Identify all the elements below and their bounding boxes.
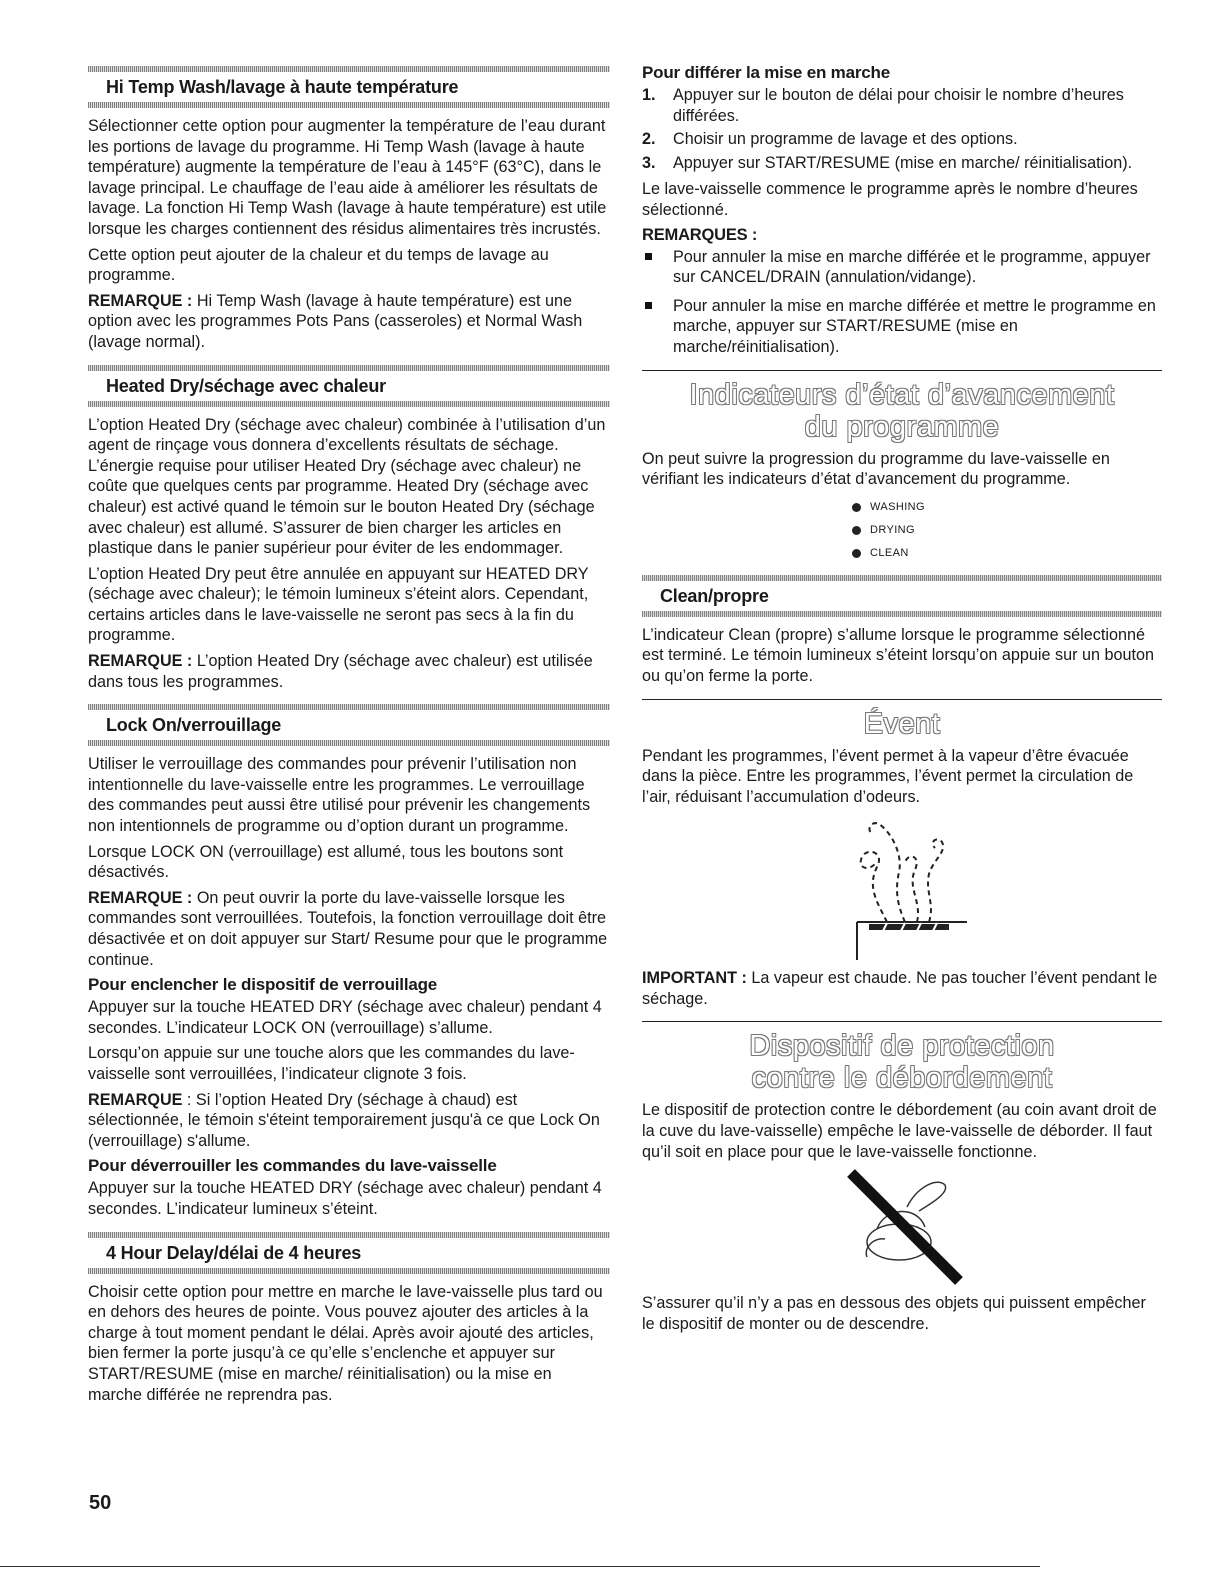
bullet-text: Pour annuler la mise en marche différée et mettre le programme en marche, appuyer sur START/RESUME (mise en marche/réinitialisation). bbox=[673, 296, 1156, 356]
section-divider bbox=[642, 370, 1162, 371]
section-header-heated-dry bbox=[88, 365, 610, 407]
status-label: CLEAN bbox=[870, 546, 909, 559]
status-label: DRYING bbox=[870, 523, 915, 536]
section-title: Clean/propre bbox=[660, 585, 769, 606]
paragraph: Lorsqu’on appuie sur une touche alors que les commandes du lave-vaisselle sont verrouillées, l’indicateur clignote 3 fois. bbox=[88, 1044, 575, 1083]
important-label: IMPORTANT : bbox=[642, 969, 747, 988]
note-text: Hi Temp Wash (lavage à haute température) est une option avec les programmes Pots Pans (casseroles) et Normal Wash (lavage normal). bbox=[88, 291, 583, 351]
section-divider bbox=[642, 1021, 1162, 1022]
dotted-rule bbox=[642, 575, 1162, 581]
status-indicator-clean bbox=[852, 542, 1162, 565]
bullet-square-icon bbox=[645, 253, 652, 260]
subheading-engage-lock: Pour enclencher le dispositif de verrouillage bbox=[88, 975, 438, 995]
section-title: 4 Hour Delay/délai de 4 heures bbox=[106, 1242, 362, 1263]
bullet-item bbox=[642, 296, 1162, 358]
note-label: REMARQUE : bbox=[88, 888, 193, 907]
dotted-rule bbox=[88, 66, 610, 72]
indicator-light-icon bbox=[852, 503, 861, 512]
paragraph: Lorsque LOCK ON (verrouillage) est allumé, tous les boutons sont désactivés. bbox=[88, 842, 564, 882]
step-text: Choisir un programme de lavage et des options. bbox=[673, 130, 1018, 149]
title-line: Dispositif de protection bbox=[749, 1030, 1055, 1063]
note-paragraph bbox=[88, 651, 610, 692]
section-header-hi-temp bbox=[88, 66, 610, 108]
status-label: WASHING bbox=[870, 500, 925, 513]
paragraph: Le lave-vaisselle commence le programme après le nombre d’heures sélectionné. bbox=[642, 180, 1138, 219]
dotted-rule bbox=[88, 365, 610, 371]
section-title-status bbox=[642, 379, 1162, 443]
page-number: 50 bbox=[89, 1492, 112, 1514]
subheading-unlock: Pour déverrouiller les commandes du lave-vaisselle bbox=[88, 1156, 497, 1176]
step-item bbox=[642, 153, 1162, 174]
note-paragraph bbox=[88, 888, 610, 970]
no-objects-under-float-icon bbox=[837, 1167, 967, 1287]
footer-rule bbox=[0, 1566, 1040, 1567]
step-item bbox=[642, 85, 1162, 126]
dotted-rule bbox=[88, 1232, 610, 1238]
title-line: du programme bbox=[804, 410, 1000, 443]
bullet-square-icon bbox=[645, 302, 652, 309]
indicator-light-icon bbox=[852, 549, 861, 558]
dotted-rule bbox=[88, 704, 610, 710]
status-indicator-drying bbox=[852, 519, 1162, 542]
section-header-delay bbox=[88, 1232, 610, 1274]
section-header-clean bbox=[642, 575, 1162, 617]
paragraph: Le dispositif de protection contre le débordement (au coin avant droit de la cuve du lave-vaisselle) empêche le lave-vaisselle de déborder. Il faut qu’il soit en place pour que le lave-vaisselle fonctionne. bbox=[642, 1101, 1157, 1161]
paragraph: Sélectionner cette option pour augmenter la température de l’eau durant les portions de lavage du programme. Hi Temp Wash (lavage à haute température) augmente la température de l’eau à 145°F (63°C), dans le lavage principal. Le chauffage de l’eau aide à améliorer les résultats de lavage. La fonction Hi Temp Wash (lavage à haute température) est utile lorsque les charges contiennent des résidus alimentaires très incrustés. bbox=[88, 117, 607, 238]
step-text: Appuyer sur START/RESUME (mise en marche/ réinitialisation). bbox=[673, 153, 1133, 172]
left-column bbox=[88, 60, 610, 1410]
step-number: 1. bbox=[642, 86, 656, 104]
note-text: : Si l’option Heated Dry (séchage à chaud) est sélectionnée, le témoin s'éteint temporairement jusqu'à ce que Lock On (verrouillage) s'allume. bbox=[88, 1090, 600, 1150]
dotted-rule bbox=[88, 102, 610, 108]
vent-steam-illustration bbox=[642, 812, 1162, 962]
note-text: L’option Heated Dry (séchage avec chaleur) est utilisée dans tous les programmes. bbox=[88, 652, 593, 691]
note-label: REMARQUE : bbox=[88, 652, 193, 671]
dotted-rule bbox=[88, 1268, 610, 1274]
section-title: Lock On/verrouillage bbox=[106, 715, 282, 736]
step-number: 3. bbox=[642, 153, 656, 172]
bullet-text: Pour annuler la mise en marche différée et le programme, appuyer sur CANCEL/DRAIN (annulation/vidange). bbox=[673, 247, 1151, 287]
note-text: On peut ouvrir la porte du lave-vaisselle lorsque les commandes sont verrouillées. Toutefois, la fonction verrouillage doit être désactivée et on doit appuyer sur Start/ Resume pour que le programme continue. bbox=[88, 888, 608, 969]
status-indicator-washing bbox=[852, 496, 1162, 519]
paragraph: Appuyer sur la touche HEATED DRY (séchage avec chaleur) pendant 4 secondes. L’indicateur LOCK ON (verrouillage) s’allume. bbox=[88, 998, 602, 1037]
paragraph: Appuyer sur la touche HEATED DRY (séchage avec chaleur) pendant 4 secondes. L’indicateur lumineux s’éteint. bbox=[88, 1179, 602, 1218]
paragraph: L’option Heated Dry (séchage avec chaleur) combinée à l’utilisation d’un agent de rinçage vous donnera d’excellents résultats de séchage. L’énergie requise pour utiliser Heated Dry (séchage avec chaleur) ne coûte que quelques cents par programme. Heated Dry (séchage avec chaleur) est activé quand le témoin sur le bouton Heated Dry (séchage avec chaleur) est allumé. S’assurer de bien charger les articles en plastique dans le panier supérieur pour éviter de les endommager. bbox=[88, 415, 606, 558]
bullet-item bbox=[642, 247, 1162, 288]
overfill-illustration bbox=[642, 1167, 1162, 1287]
step-number: 2. bbox=[642, 130, 656, 149]
note-paragraph bbox=[88, 1090, 610, 1152]
paragraph: Cette option peut ajouter de la chaleur et du temps de lavage au programme. bbox=[88, 245, 549, 285]
step-item bbox=[642, 129, 1162, 150]
dotted-rule bbox=[88, 740, 610, 746]
paragraph: On peut suivre la progression du programme du lave-vaisselle en vérifiant les indicateurs d’état d’avancement du programme. bbox=[642, 449, 1110, 489]
status-indicator-list bbox=[852, 496, 1162, 565]
section-title: Hi Temp Wash/lavage à haute température bbox=[106, 77, 459, 97]
subheading-defer-start: Pour différer la mise en marche bbox=[642, 63, 890, 82]
right-column bbox=[642, 60, 1162, 1339]
section-title-vent: Évent bbox=[863, 707, 941, 740]
section-title-overfill bbox=[642, 1030, 1162, 1094]
important-text: La vapeur est chaude. Ne pas toucher l’évent pendant le séchage. bbox=[642, 969, 1158, 1008]
section-divider bbox=[642, 699, 1162, 700]
section-header-lock bbox=[88, 704, 610, 746]
paragraph: L’indicateur Clean (propre) s’allume lorsque le programme sélectionné est terminé. Le témoin lumineux s’éteint lorsqu’on appuie sur un bouton ou qu’on ferme la porte. bbox=[642, 625, 1155, 685]
paragraph: Pendant les programmes, l’évent permet à la vapeur d’être évacuée dans la pièce. Entre les programmes, l’évent permet la circulation de l’air, réduisant l’accumulation d’odeurs. bbox=[642, 746, 1134, 806]
indicator-light-icon bbox=[852, 526, 861, 535]
dotted-rule bbox=[642, 611, 1162, 617]
dotted-rule bbox=[88, 401, 610, 407]
paragraph: Choisir cette option pour mettre en marche le lave-vaisselle plus tard ou en dehors des heures de pointe. Vous pouvez ajouter des articles à la charge à tout moment pendant le délai. Après avoir ajouté des articles, bien fermer la porte jusqu’à ce qu’elle s’enclenche et appuyer sur START/RESUME (mise en marche/ réinitialisation) ou la mise en marche différée ne reprendra pas. bbox=[88, 1282, 603, 1404]
title-line: Indicateurs d’état d’avancement bbox=[689, 378, 1115, 411]
section-title: Heated Dry/séchage avec chaleur bbox=[106, 375, 386, 396]
note-label: REMARQUE : bbox=[88, 291, 193, 310]
note-paragraph bbox=[88, 291, 610, 353]
steam-vent-icon bbox=[817, 812, 987, 962]
note-label: REMARQUE bbox=[88, 1090, 183, 1109]
paragraph: L’option Heated Dry peut être annulée en appuyant sur HEATED DRY (séchage avec chaleur); le témoin lumineux s’éteint alors. Cependant, certains articles dans le lave-vaisselle ne seront pas secs à la fin du programme. bbox=[88, 564, 589, 645]
important-paragraph bbox=[642, 968, 1162, 1009]
steps-list bbox=[642, 85, 1162, 173]
notes-list bbox=[642, 247, 1162, 358]
title-line: contre le débordement bbox=[751, 1062, 1053, 1095]
paragraph: S’assurer qu’il n’y a pas en dessous des objets qui puissent empêcher le dispositif de monter ou de descendre. bbox=[642, 1294, 1146, 1333]
step-text: Appuyer sur le bouton de délai pour choisir le nombre d’heures différées. bbox=[673, 86, 1124, 125]
paragraph: Utiliser le verrouillage des commandes pour prévenir l’utilisation non intentionnelle du lave-vaisselle entre les programmes. Le verrouillage des commandes peut aussi être utilisé pour prévenir les changements non intentionnels de programme ou d’option durant un programme. bbox=[88, 755, 591, 836]
notes-label: REMARQUES : bbox=[642, 225, 758, 244]
